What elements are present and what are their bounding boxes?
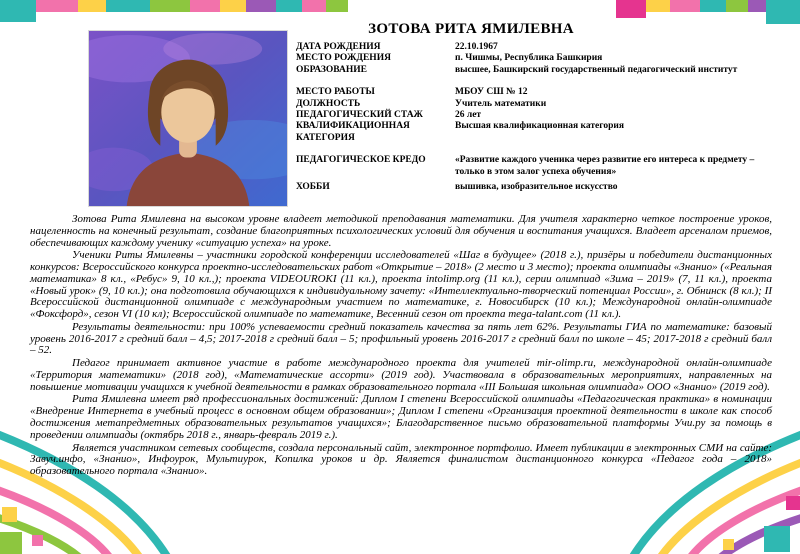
field-label: ПЕДАГОГИЧЕСКИЙ СТАЖ [296, 109, 423, 120]
color-segment [150, 0, 190, 12]
field-label: ДОЛЖНОСТЬ [296, 98, 361, 109]
field-label: ХОББИ [296, 181, 330, 192]
field-value: Учитель математики [455, 98, 547, 109]
color-segment [616, 0, 646, 18]
biography-paragraph: Ученики Риты Ямилевны – участники городской конференции исследователей «Шаг в будущее» (2018 г.), призёры и победители дистанционных конкурсов: Всероссийского конкурса проектно-исследовательских работ «Открытие – 2018» (2 место и 3 место); проекта олимпиады «Знанио» («Реальная математика» 8 кл., «Ребус» 9, 10 кл.,); проекта VIDEOUROKI (11 кл.), проекта intolimp.org (11 кл.), серии олимпиад «Зима – 2019» (7, 11 кл.), проекта «Новый урок» (9, 10 кл.); она подготовила обучающихся к индивидуальному зачету: «Интеллектуально-творческий потенциал России», г. Обнинск (8 кл.); II Всероссийской дистанционной олимпиаде с международным участием по математике, г. Новосибирск (10 кл.); Международной онлайн-олимпиаде «Фоксфорд», сезон VI (10 кл); Всероссийской олимпиаде по математике, Весенний сезон от проекта mega-talant.com (11 кл.). [30, 249, 772, 321]
profile-fields [296, 42, 774, 193]
biography-text [30, 214, 772, 479]
color-square [786, 496, 800, 510]
color-segment [670, 0, 700, 12]
color-segment [766, 0, 800, 24]
color-segment [36, 0, 78, 12]
color-segment [276, 0, 302, 12]
color-square [32, 535, 43, 546]
page-title: ЗОТОВА РИТА ЯМИЛЕВНА [368, 21, 574, 37]
biography-paragraph: Является участником сетевых сообществ, создала персональный сайт, электронное портфолио. Имеет публикации в электронных СМИ на сайте: Завуч.инфо, «Знанио», Инфоурок, Мультиурок, Копилка уроков и др. Является финалистом дистанционного конкурса «Педагог года – 2018» образовательного портала «Знанио». [30, 441, 772, 478]
field-value: высшее, Башкирский государственный педагогический институт [455, 64, 738, 75]
color-segment [190, 0, 220, 12]
color-segment [748, 0, 766, 12]
color-square [764, 526, 790, 552]
field-value: «Развитие каждого ученика через развитие его интереса к предмету – только в этом залог успеха обучения» [455, 155, 755, 177]
portrait-illustration [89, 31, 287, 206]
field-label: ДАТА РОЖДЕНИЯ [296, 42, 381, 52]
color-segment [106, 0, 150, 12]
color-square [0, 532, 22, 554]
color-segment [78, 0, 106, 12]
field-label: КВАЛИФИКАЦИОННАЯ КАТЕГОРИЯ [296, 121, 410, 143]
color-segment [326, 0, 348, 12]
field-label: МЕСТО РОЖДЕНИЯ [296, 53, 391, 64]
field-row-credo [296, 155, 774, 178]
color-square [723, 539, 734, 550]
field-row-category [296, 121, 774, 144]
field-label: МЕСТО РАБОТЫ [296, 87, 375, 98]
color-square [2, 507, 17, 522]
field-value: п. Чишмы, Республика Башкирия [455, 53, 603, 64]
color-segment [302, 0, 326, 12]
field-label: ОБРАЗОВАНИЕ [296, 64, 367, 75]
field-label: ПЕДАГОГИЧЕСКОЕ КРЕДО [296, 155, 426, 166]
field-value: вышивка, изобразительное искусство [455, 181, 618, 192]
field-value: МБОУ СШ № 12 [455, 87, 528, 98]
biography-paragraph: Зотова Рита Ямилевна на высоком уровне владеет методикой преподавания математики. Для учителя характерно четкое построение уроков, нацеленность на конечный результат, создание благоприятных психологических условий для обучения и воспитания учащихся. Владеет арсеналом приемов, обеспечивающих каждому ученику «ситуацию успеха» на уроке. [30, 213, 772, 249]
field-value: 22.10.1967 [455, 42, 498, 52]
portrait-photo [88, 30, 288, 207]
field-row-experience [296, 110, 774, 121]
field-row-hobby [296, 182, 774, 193]
biography-paragraph: Рита Ямилевна имеет ряд профессиональных достижений: Диплом I степени Всероссийской олимпиады «Педагогическая практика» в номинации «Внедрение Интернета в учебный процесс в основном общем образовании»; Диплом I степени «Организация проектной деятельности в школе как способ достижения метапредметных образовательных результатов учащихся»; Благодарственное письмо образовательной платформы Учи.ру за помощь в проведении олимпиады (октябрь 2018 г., январь-февраль 2019 г.). [30, 393, 772, 441]
color-segment [726, 0, 748, 12]
field-row-birth-date [296, 42, 774, 53]
color-segment [246, 0, 276, 12]
color-segment [646, 0, 670, 12]
color-segment [220, 0, 246, 12]
field-row-position [296, 99, 774, 110]
field-row-education [296, 65, 774, 76]
field-value: 26 лет [455, 109, 482, 120]
field-value: Высшая квалификационная категория [455, 121, 624, 132]
field-row-workplace [296, 87, 774, 98]
color-segment [700, 0, 726, 12]
biography-paragraph: Результаты деятельности: при 100% успеваемости средний показатель качества за пять лет 62%. Результаты ГИА по математике: базовый уровень 2016-2017 г средний балл – 4,5; 2017-2018 г средний балл – 5; профильный уровень 2016-2017 г средний балл по школе – 45; 2017-2018 г средний балл – 52. [30, 320, 772, 357]
biography-paragraph: Педагог принимает активное участие в работе международного проекта для учителей mir-olimp.ru, международной онлайн-олимпиаде «Территория математики» (2018 год), «Математические ассорти» (2019 год). Участвовала в образовательных мероприятиях, направленных на повышение мотивации учащихся к учебной деятельности в рамках образовательного портала «III Большая школьная олимпиада» ООО «Знанио» (2019 год). [30, 357, 772, 393]
field-row-birth-place [296, 53, 774, 64]
color-segment [0, 0, 36, 22]
top-border-decoration-left [0, 0, 348, 22]
